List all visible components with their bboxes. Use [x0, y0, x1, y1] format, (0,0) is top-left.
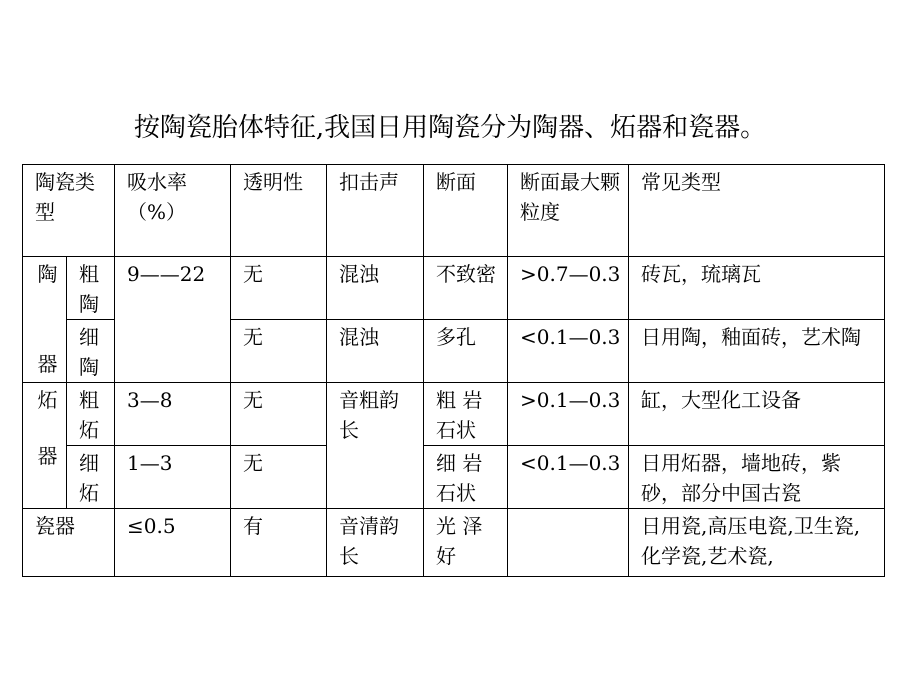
transparency-cell: 有	[231, 509, 327, 577]
header-row	[23, 165, 885, 257]
group-pottery	[23, 257, 67, 383]
transparency-cell: 无	[231, 446, 327, 509]
section-cell: 粗 岩石状	[424, 383, 508, 446]
group-stoneware-top: 炻	[37, 388, 58, 412]
section-cell: 不致密	[424, 257, 508, 320]
header-common: 常见类型	[629, 165, 885, 257]
header-section: 断面	[424, 165, 508, 257]
grain-cell	[508, 509, 629, 577]
ceramics-classification-table	[22, 164, 885, 577]
group-stoneware	[23, 383, 67, 509]
table-row-coarse-pottery	[23, 257, 885, 320]
header-grain: 断面最大颗粒度	[508, 165, 629, 257]
subtype-cell: 粗炻	[67, 383, 115, 446]
absorption-cell: 9——22	[115, 257, 231, 383]
table-row-fine-stoneware	[23, 446, 885, 509]
header-absorption: 吸水率（%）	[115, 165, 231, 257]
section-cell: 光 泽好	[424, 509, 508, 577]
header-transparency: 透明性	[231, 165, 327, 257]
sound-cell: 混浊	[327, 257, 424, 320]
subtype-cell: 细炻	[67, 446, 115, 509]
transparency-cell: 无	[231, 257, 327, 320]
absorption-cell: 1—3	[115, 446, 231, 509]
transparency-cell: 无	[231, 383, 327, 446]
grain-cell: >0.1—0.3	[508, 383, 629, 446]
grain-cell: <0.1—0.3	[508, 446, 629, 509]
transparency-cell: 无	[231, 320, 327, 383]
section-cell: 多孔	[424, 320, 508, 383]
grain-cell: >0.7—0.3	[508, 257, 629, 320]
sound-cell: 音粗韵长	[327, 383, 424, 509]
header-type: 陶瓷类型	[23, 165, 115, 257]
subtype-cell: 粗陶	[67, 257, 115, 320]
group-stoneware-bottom: 器	[37, 444, 58, 468]
subtype-cell: 细陶	[67, 320, 115, 383]
group-pottery-top: 陶	[37, 262, 58, 286]
header-sound: 扣击声	[327, 165, 424, 257]
table-row-porcelain	[23, 509, 885, 577]
common-cell: 砖瓦，琉璃瓦	[629, 257, 885, 320]
common-cell: 日用瓷,高压电瓷,卫生瓷,化学瓷,艺术瓷,	[629, 509, 885, 577]
slide-title: 按陶瓷胎体特征,我国日用陶瓷分为陶器、炻器和瓷器。	[133, 113, 767, 143]
group-porcelain: 瓷器	[23, 509, 115, 577]
common-cell: 日用陶，釉面砖，艺术陶	[629, 320, 885, 383]
section-cell: 细 岩石状	[424, 446, 508, 509]
table-row-coarse-stoneware	[23, 383, 885, 446]
group-pottery-bottom: 器	[37, 352, 58, 376]
absorption-cell: ≤0.5	[115, 509, 231, 577]
sound-cell: 音清韵长	[327, 509, 424, 577]
common-cell: 日用炻器，墙地砖，紫砂，部分中国古瓷	[629, 446, 885, 509]
sound-cell: 混浊	[327, 320, 424, 383]
common-cell: 缸，大型化工设备	[629, 383, 885, 446]
absorption-cell: 3—8	[115, 383, 231, 446]
grain-cell: <0.1—0.3	[508, 320, 629, 383]
